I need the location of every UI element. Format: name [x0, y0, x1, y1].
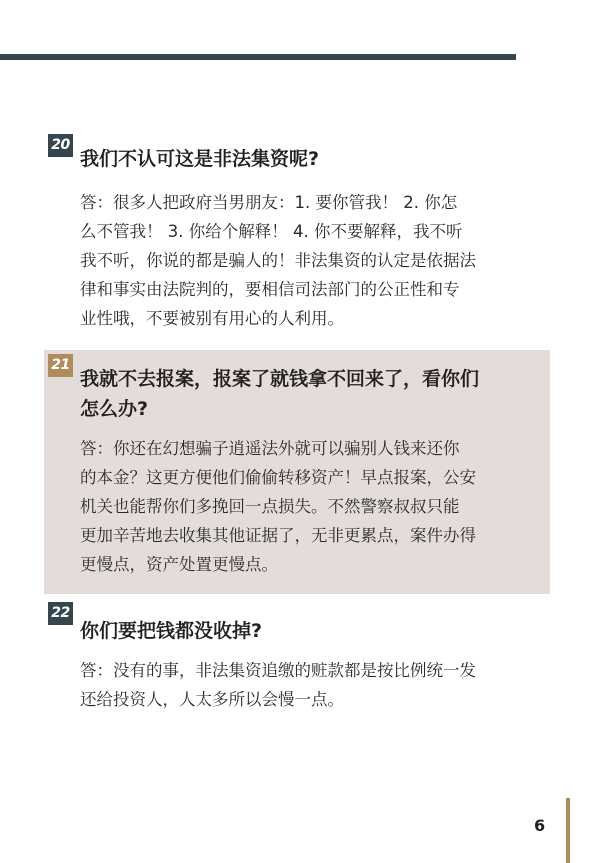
question-line: 怎么办?: [80, 398, 149, 420]
answer-line: 更加辛苦地去收集其他证据了，无非更累点，案件办得: [80, 526, 476, 545]
answer-text: [80, 434, 476, 579]
answer-line: 答：你还在幻想骗子逍遥法外就可以骗别人钱来还你: [80, 439, 460, 458]
question-title: [80, 364, 479, 424]
question-title: 我们不认可这是非法集资呢?: [80, 148, 320, 170]
answer-line: 答：很多人把政府当男朋友：1. 要你管我！ 2. 你怎: [80, 193, 458, 212]
answer-line: 答：没有的事，非法集资追缴的赃款都是按比例统一发: [80, 661, 476, 680]
question-line: 我就不去报案，报案了就钱拿不回来了，看你们: [80, 368, 480, 390]
answer-line: 更慢点，资产处置更慢点。: [80, 555, 278, 574]
header-rule: [0, 54, 516, 60]
answer-line: 么不管我！ 3. 你给个解释！ 4. 你不要解释，我不听: [80, 222, 463, 241]
answer-line: 律和事实由法院判的，要相信司法部门的公正性和专: [80, 280, 460, 299]
qa-item-21-highlight-box: [44, 350, 550, 594]
answer-text: [80, 656, 476, 714]
question-number-badge: 22: [48, 602, 73, 625]
answer-line: 业性哦，不要被别有用心的人利用。: [80, 309, 344, 328]
answer-line: 还给投资人，人太多所以会慢一点。: [80, 690, 344, 709]
answer-line: 我不听，你说的都是骗人的！非法集资的认定是依据法: [80, 251, 476, 270]
answer-line: 的本金？这更方便他们偷偷转移资产！早点报案，公安: [80, 468, 476, 487]
question-number-badge: 21: [48, 354, 73, 377]
question-title: 你们要把钱都没收掉?: [80, 620, 263, 642]
answer-line: 机关也能帮你们多挽回一点损失。不然警察叔叔只能: [80, 497, 460, 516]
question-number-badge: 20: [48, 134, 73, 157]
answer-text: [80, 188, 476, 333]
page-number-accent-bar: [566, 798, 570, 863]
page-number: 6: [534, 816, 546, 835]
